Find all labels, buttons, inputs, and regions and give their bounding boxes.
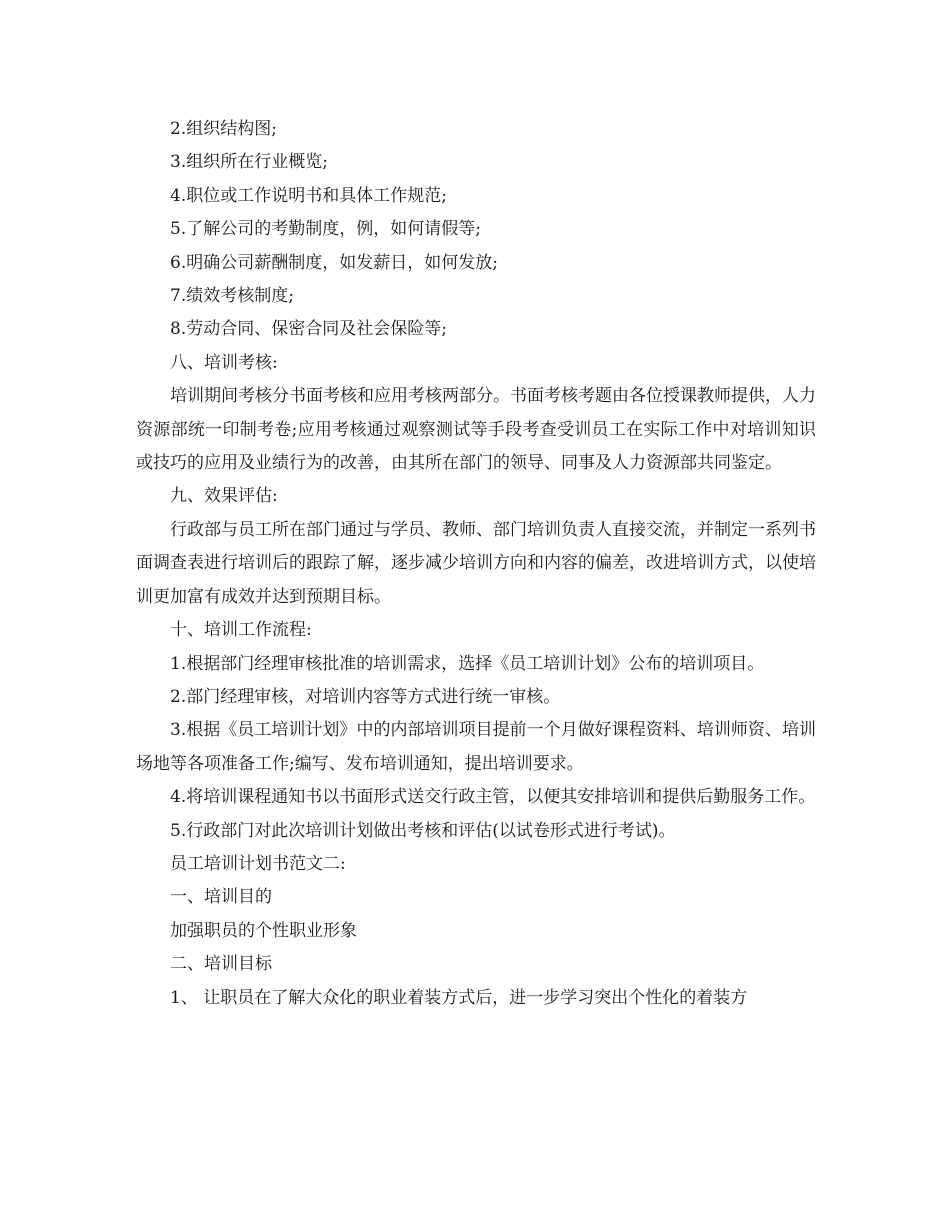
list-item-workflow-5: 5.行政部门对此次培训计划做出考核和评估(以试卷形式进行考试)。 bbox=[170, 820, 676, 841]
document-body bbox=[136, 113, 816, 1015]
list-item-attendance-policy: 5.了解公司的考勤制度，例，如何请假等; bbox=[170, 219, 481, 240]
list-item-workflow-4: 4.将培训课程通知书以书面形式送交行政主管，以便其安排培训和提供后勤服务工作。 bbox=[170, 787, 816, 808]
list-item-industry-overview: 3.组织所在行业概览; bbox=[170, 152, 328, 173]
section-heading-training-assessment: 八、培训考核: bbox=[170, 352, 278, 373]
section-heading-workflow: 十、培训工作流程: bbox=[170, 620, 312, 641]
list-item-goal-1: 1、 让职员在了解大众化的职业着装方式后，进一步学习突出个性化的着装方 bbox=[170, 987, 748, 1008]
paragraph-training-assessment: 培训期间考核分书面考核和应用考核两部分。书面考核考题由各位授课教师提供，人力资源部统一印制考卷;应用考核通过观察测试等手段考查受训员工在实际工作中对培训知识或技巧的应用及业绩行为的改善，由其所在部门的领导、同事及人力资源部共同鉴定。 bbox=[136, 386, 816, 474]
list-item-contracts: 8.劳动合同、保密合同及社会保险等; bbox=[170, 319, 447, 340]
list-item-workflow-3: 3.根据《员工培训计划》中的内部培训项目提前一个月做好课程资料、培训师资、培训场地等各项准备工作;编写、发布培训通知，提出培训要求。 bbox=[136, 720, 816, 774]
list-item-salary-policy: 6.明确公司薪酬制度，如发薪日，如何发放; bbox=[170, 252, 498, 273]
paragraph-effect-evaluation: 行政部与员工所在部门通过与学员、教师、部门培训负责人直接交流，并制定一系列书面调查表进行培训后的跟踪了解，逐步减少培训方向和内容的偏差，改进培训方式，以使培训更加富有成效并达到预期目标。 bbox=[136, 519, 816, 607]
list-item-job-description: 4.职位或工作说明书和具体工作规范; bbox=[170, 185, 447, 206]
list-item-workflow-2: 2.部门经理审核，对培训内容等方式进行统一审核。 bbox=[170, 686, 561, 707]
paragraph-training-purpose: 加强职员的个性职业形象 bbox=[170, 920, 357, 941]
list-item-org-chart: 2.组织结构图; bbox=[170, 119, 277, 139]
section-heading-training-goals: 二、培训目标 bbox=[170, 954, 272, 975]
section-heading-sample-two: 员工培训计划书范文二: bbox=[170, 853, 346, 874]
section-heading-training-purpose: 一、培训目的 bbox=[170, 887, 272, 908]
list-item-workflow-1: 1.根据部门经理审核批准的培训需求，选择《员工培训计划》公布的培训项目。 bbox=[170, 653, 765, 674]
section-heading-effect-evaluation: 九、效果评估: bbox=[170, 486, 278, 507]
list-item-performance-review: 7.绩效考核制度; bbox=[170, 286, 294, 307]
